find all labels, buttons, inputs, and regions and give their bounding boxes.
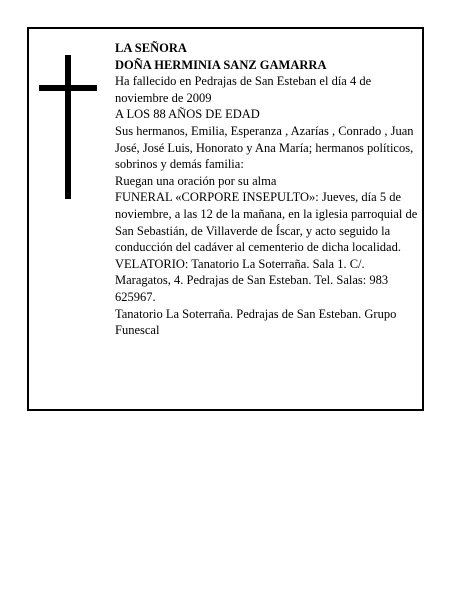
cross-vertical-bar — [65, 55, 71, 199]
deceased-name: DOÑA HERMINIA SANZ GAMARRA — [115, 57, 327, 72]
family-paragraph: Sus hermanos, Emilia, Esperanza , Azarías , Conrado , Juan José, José Luis, Honorato y Ana María; hermanos políticos, sobrinos y demás familia: — [115, 123, 414, 172]
footer-credit: Tanatorio La Soterraña. Pedrajas de San Esteban. Grupo Funescal — [115, 306, 397, 338]
obituary-notice — [27, 27, 424, 411]
obituary-text — [115, 40, 419, 339]
age-line: A LOS 88 AÑOS DE EDAD — [115, 107, 260, 122]
cross-horizontal-bar — [39, 85, 97, 91]
funeral-paragraph: FUNERAL «CORPORE INSEPULTO»: Jueves, día 5 de noviembre, a las 12 de la mañana, en la iglesia parroquial de San Sebastián, de Villaverde de Íscar, y acto seguido la conducción del cadáver al cementerio de dicha localidad. — [115, 190, 418, 255]
cross-icon — [39, 55, 97, 199]
prayer-line: Ruegan una oración por su alma — [115, 173, 277, 188]
wake-paragraph: VELATORIO: Tanatorio La Soterraña. Sala 1. C/. Maragatos, 4. Pedrajas de San Esteban. Tel. Salas: 983 625967. — [115, 256, 389, 304]
death-notice: Ha fallecido en Pedrajas de San Esteban el día 4 de noviembre de 2009 — [115, 74, 372, 105]
obituary-title: LA SEÑORA — [115, 41, 187, 55]
